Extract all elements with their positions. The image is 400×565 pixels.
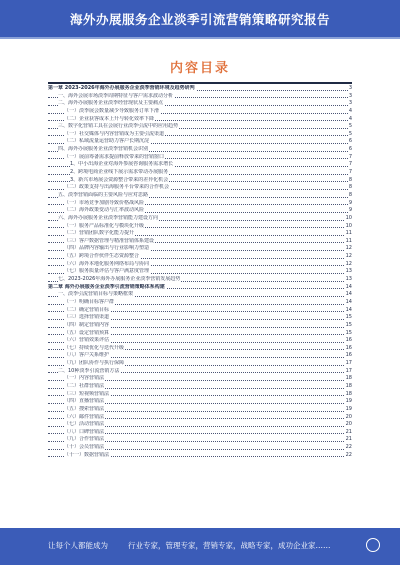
toc-entry-page: 5	[348, 123, 352, 130]
toc-entry-title: （九）合作营销法	[64, 436, 105, 443]
toc-entry-title: （十一）数据营销法	[64, 451, 110, 458]
toc-entry[interactable]	[48, 421, 352, 429]
toc-entry-title: （四）品牌内容输出与行业影响力塑造	[64, 245, 150, 252]
toc-entry[interactable]	[48, 352, 352, 360]
toc-entry-page: 11	[345, 230, 352, 237]
toc-entry-page: 8	[348, 176, 352, 183]
toc-entry[interactable]	[48, 207, 352, 215]
toc-entry-page: 12	[345, 253, 352, 260]
toc-entry[interactable]	[48, 375, 352, 383]
toc-entry-title: 七、2023-2026年海外办展服务企业淡季营销发展趋势	[58, 276, 181, 283]
toc-entry-page: 21	[345, 436, 352, 443]
toc-entry-title: （二）海外政策变动与汇率波动风险	[64, 207, 145, 214]
toc-entry-title: 二、海外办展服务企业淡季经营现状及主要痛点	[58, 100, 164, 107]
toc-entry-title: （三）客户数据管理与精准营销体系建设	[64, 237, 155, 244]
toc-entry-title: （十）会员营销法	[64, 444, 105, 451]
toc-entry-page: 12	[345, 245, 352, 252]
toc-entry-title: （二）确定营销目标	[64, 306, 110, 313]
toc-entry-title: （二）社群营销法	[64, 382, 105, 389]
toc-entry-page: 6	[348, 146, 352, 153]
toc-entry-title: （八）客户关系维护	[64, 352, 110, 359]
toc-entry-title: （六）海外本地化服务网络布局与协同	[64, 260, 150, 267]
toc-entry[interactable]	[48, 169, 352, 177]
toc-entry-page: 7	[348, 169, 352, 176]
toc-entry-page: 7	[348, 161, 352, 168]
toc-entry[interactable]	[48, 414, 352, 422]
toc-entry[interactable]	[48, 116, 352, 124]
footer-slogan: 让每个人都能成为	[48, 541, 108, 550]
toc-entry-page: 15	[345, 314, 352, 321]
toc-entry[interactable]	[48, 184, 352, 192]
toc-entry-title: 第一章 2023-2026年海外办展服务企业淡季营销环境及趋势研判	[48, 85, 195, 91]
toc-entry[interactable]	[48, 284, 352, 292]
toc-entry-page: 11	[345, 237, 352, 244]
toc-entry[interactable]	[48, 345, 352, 353]
toc-entry-page: 5	[348, 130, 352, 137]
toc-entry-page: 9	[348, 199, 352, 206]
toc-entry-page: 14	[345, 291, 352, 298]
toc-entry-page: 3	[348, 92, 352, 99]
toc-entry-title: 一、淡季引流营销目标与策略框架	[58, 291, 134, 298]
toc-entry[interactable]	[48, 406, 352, 414]
toc-entry[interactable]	[48, 436, 352, 444]
toc-entry-title: （四）直播营销法	[64, 398, 105, 405]
footer-bar	[0, 528, 400, 565]
toc-entry-title: （七）活动营销法	[64, 421, 105, 428]
toc-entry-page: 3	[348, 100, 352, 107]
toc-entry-title: （八）口碑营销法	[64, 428, 105, 435]
toc-entry-page: 17	[345, 360, 352, 367]
toc-entry-title: 五、淡季营销面临的主要风险与应对思路	[58, 191, 149, 198]
toc-entry[interactable]	[48, 200, 352, 208]
toc-entry[interactable]	[48, 391, 352, 399]
toc-entry[interactable]	[48, 123, 352, 131]
toc-entry[interactable]	[48, 337, 352, 345]
toc-entry[interactable]	[48, 307, 352, 315]
toc-entry-page: 17	[345, 367, 352, 374]
toc-entry[interactable]	[48, 398, 352, 406]
toc-entry-page: 15	[345, 329, 352, 336]
toc-entry-title: （七）服务质量评估与客户满意度管理	[64, 268, 150, 275]
toc-entry-title: （一）淡季展会数量减少导致服务订单下滑	[64, 107, 160, 114]
toc-entry-page: 13	[345, 268, 352, 275]
toc-entry[interactable]	[48, 146, 352, 154]
toc-entry[interactable]	[48, 108, 352, 116]
toc-entry-title: （五）搜索营销法	[64, 405, 105, 412]
toc-entry[interactable]	[48, 177, 352, 185]
toc-entry-page: 18	[345, 375, 352, 382]
document-title: 海外办展服务企业淡季引流营销策略研究报告	[69, 12, 330, 27]
toc-entry-title: （一）市场竞争加剧导致价格战风险	[64, 199, 145, 206]
toc-entry[interactable]	[48, 253, 352, 261]
toc-entry-title: 1、中小出海企业对海外参展咨询服务需求增长	[70, 161, 174, 168]
toc-entry[interactable]	[48, 215, 352, 223]
toc-entry[interactable]	[48, 245, 352, 253]
toc-entry-page: 20	[345, 421, 352, 428]
toc-entry[interactable]	[48, 223, 352, 231]
toc-entry-page: 14	[345, 283, 352, 290]
toc-entry-title: （三）选择营销渠道	[64, 314, 110, 321]
toc-entry-page: 10	[345, 214, 352, 221]
toc-entry[interactable]	[48, 131, 352, 139]
toc-entry[interactable]	[48, 276, 352, 284]
toc-entry[interactable]	[48, 268, 352, 276]
toc-entry-title: （五）跨境合作伙伴生态资源整合	[64, 253, 140, 260]
toc-entry-title: 第二章 海外办展服务企业淡季引流营销策略体系构建	[48, 283, 165, 290]
toc-entry-title: （四）制定营销内容	[64, 321, 110, 328]
toc-entry-page: 12	[345, 260, 352, 267]
toc-entry-title: （二）私域流量运营助力客户长期沉淀	[64, 138, 150, 145]
toc-entry[interactable]	[48, 360, 352, 368]
toc-entry-page: 19	[345, 398, 352, 405]
toc-entry[interactable]	[48, 330, 352, 338]
toc-entry-page: 16	[345, 344, 352, 351]
toc-entry-page: 14	[345, 298, 352, 305]
toc-entry[interactable]	[48, 452, 352, 460]
toc-entry-page: 18	[345, 390, 352, 397]
footer-tagline: 行业专家，管理专家，营销专家，战略专家，成功企业家……	[128, 541, 331, 550]
toc-entry-page: 7	[348, 153, 352, 160]
toc-entry[interactable]	[48, 154, 352, 162]
circle-logo-icon	[366, 538, 380, 552]
table-of-contents	[48, 85, 352, 459]
toc-entry-page: 8	[348, 191, 352, 198]
toc-entry-title: （一）社交媒体与内容营销成为主要引流渠道	[64, 130, 165, 137]
toc-entry-page: 10	[345, 222, 352, 229]
toc-entry-title: 三、数字化营销工具在会展行业淡季引流中的应用趋势	[58, 123, 179, 130]
toc-entry[interactable]	[48, 100, 352, 108]
toc-entry-title: （一）内容营销法	[64, 375, 105, 382]
toc-entry-page: 22	[345, 451, 352, 458]
toc-entry-title: （三）短视频营销法	[64, 390, 110, 397]
toc-entry-page: 20	[345, 413, 352, 420]
toc-entry[interactable]	[48, 138, 352, 146]
toc-entry-title: 2、跨境电商企业线下展示需求带动办展服务	[70, 169, 169, 176]
toc-entry-page: 19	[345, 405, 352, 412]
toc-entry-page: 18	[345, 382, 352, 389]
toc-entry[interactable]	[48, 161, 352, 169]
toc-entry-page: 16	[345, 337, 352, 344]
toc-entry-title: （六）营销效果评估	[64, 337, 110, 344]
toc-entry[interactable]	[48, 291, 352, 299]
toc-entry-page: 4	[348, 107, 352, 114]
toc-entry-page: 14	[345, 306, 352, 313]
toc-entry-title: 一、海外会展市场淡季周期特征与客户需求波动分析	[58, 92, 174, 99]
toc-entry-page: 16	[345, 352, 352, 359]
toc-entry-page: 13	[345, 276, 352, 283]
toc-entry[interactable]	[48, 368, 352, 376]
toc-entry-title: （一）展前筹备需求提前释放带来的营销窗口	[64, 153, 165, 160]
toc-entry-page: 4	[348, 115, 352, 122]
toc-entry-title: （七）持续优化与迭代升级	[64, 344, 125, 351]
toc-entry-page: 3	[348, 85, 352, 91]
toc-entry-title: 3、新兴市场展会资源整合带来的差异化机会	[70, 176, 169, 183]
toc-entry[interactable]	[48, 299, 352, 307]
toc-entry[interactable]	[48, 230, 352, 238]
toc-entry-title: （六）邮件营销法	[64, 413, 105, 420]
toc-entry-title: （二）政策支持与出海服务平台带来的合作机会	[64, 184, 170, 191]
toc-heading: 内容目录	[169, 61, 230, 76]
toc-entry-page: 9	[348, 207, 352, 214]
toc-entry-page: 8	[348, 184, 352, 191]
toc-entry-page: 6	[348, 138, 352, 145]
toc-entry-title: 六、海外办展服务企业淡季营销能力建设方向	[58, 214, 159, 221]
toc-entry[interactable]	[48, 93, 352, 101]
toc-entry-title: （二）营销团队数字化能力提升	[64, 230, 135, 237]
header-bar	[0, 0, 400, 37]
toc-entry[interactable]	[48, 238, 352, 246]
toc-entry[interactable]	[48, 383, 352, 391]
toc-entry[interactable]	[48, 261, 352, 269]
toc-entry-title: 二、10种淡季引流营销方法	[58, 367, 120, 374]
toc-entry-title: （五）设定营销预算	[64, 329, 110, 336]
toc-entry-title: （一）服务产品标准化与模块化升级	[64, 222, 145, 229]
toc-entry[interactable]	[48, 192, 352, 200]
toc-entry-page: 22	[345, 444, 352, 451]
toc-entry[interactable]	[48, 85, 352, 93]
toc-entry-page: 21	[345, 428, 352, 435]
toc-entry-title: 四、海外办展服务企业淡季营销机会识别	[58, 146, 149, 153]
toc-entry[interactable]	[48, 322, 352, 330]
toc-entry-title: （九）团队协作与执行保障	[64, 360, 125, 367]
toc-divider	[48, 82, 352, 84]
toc-entry-title: （二）企业获客成本上升与转化效率下降	[64, 115, 155, 122]
toc-entry[interactable]	[48, 429, 352, 437]
toc-entry[interactable]	[48, 314, 352, 322]
toc-entry-title: （一）明确目标客户群	[64, 298, 115, 305]
toc-entry[interactable]	[48, 444, 352, 452]
toc-entry-page: 15	[345, 321, 352, 328]
